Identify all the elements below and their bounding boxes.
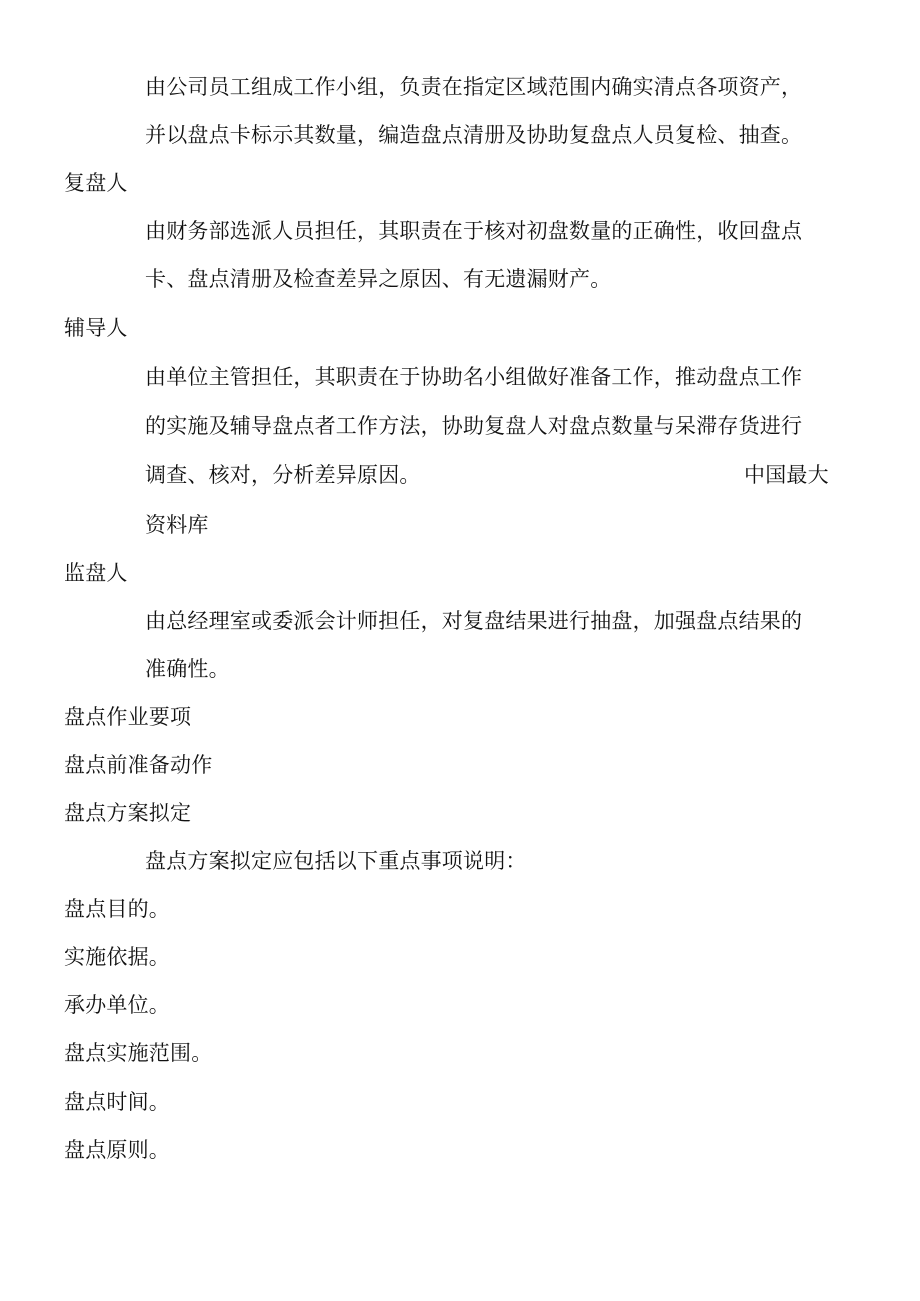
section-heading: 盘点前准备动作 (64, 753, 213, 777)
paragraph-line: 盘点方案拟定应包括以下重点事项说明： (145, 849, 527, 873)
section-heading: 监盘人 (64, 561, 128, 585)
section-heading: 盘点作业要项 (64, 705, 192, 729)
paragraph-line: 由财务部选派人员担任，其职责在于核对初盘数量的正确性，收回盘点 (145, 219, 803, 243)
section-heading: 辅导人 (64, 316, 128, 340)
section-heading: 复盘人 (64, 171, 128, 195)
paragraph-line: 并以盘点卡标示其数量，编造盘点清册及协助复盘点人员复检、抽查。 (145, 123, 803, 147)
paragraph-line: 由单位主管担任，其职责在于协助名小组做好准备工作，推动盘点工作 (145, 365, 803, 389)
list-item: 盘点目的。 (64, 897, 170, 921)
list-item: 承办单位。 (64, 993, 170, 1017)
list-item: 盘点时间。 (64, 1090, 170, 1114)
paragraph-line: 调查、核对，分析差异原因。 (145, 463, 421, 487)
paragraph-line: 准确性。 (145, 657, 230, 681)
paragraph-line: 卡、盘点清册及检查差异之原因、有无遗漏财产。 (145, 267, 612, 291)
list-item: 盘点实施范围。 (64, 1041, 213, 1065)
paragraph-line: 的实施及辅导盘点者工作方法，协助复盘人对盘点数量与呆滞存货进行 (145, 414, 803, 438)
section-heading: 盘点方案拟定 (64, 801, 192, 825)
paragraph-line: 由总经理室或委派会计师担任，对复盘结果进行抽盘，加强盘点结果的 (145, 609, 803, 633)
watermark-text: 中国最大 (744, 463, 829, 487)
paragraph-line: 由公司员工组成工作小组，负责在指定区域范围内确实清点各项资产， (145, 75, 803, 99)
list-item: 盘点原则。 (64, 1138, 170, 1162)
list-item: 实施依据。 (64, 945, 170, 969)
watermark-text: 资料库 (145, 513, 209, 537)
